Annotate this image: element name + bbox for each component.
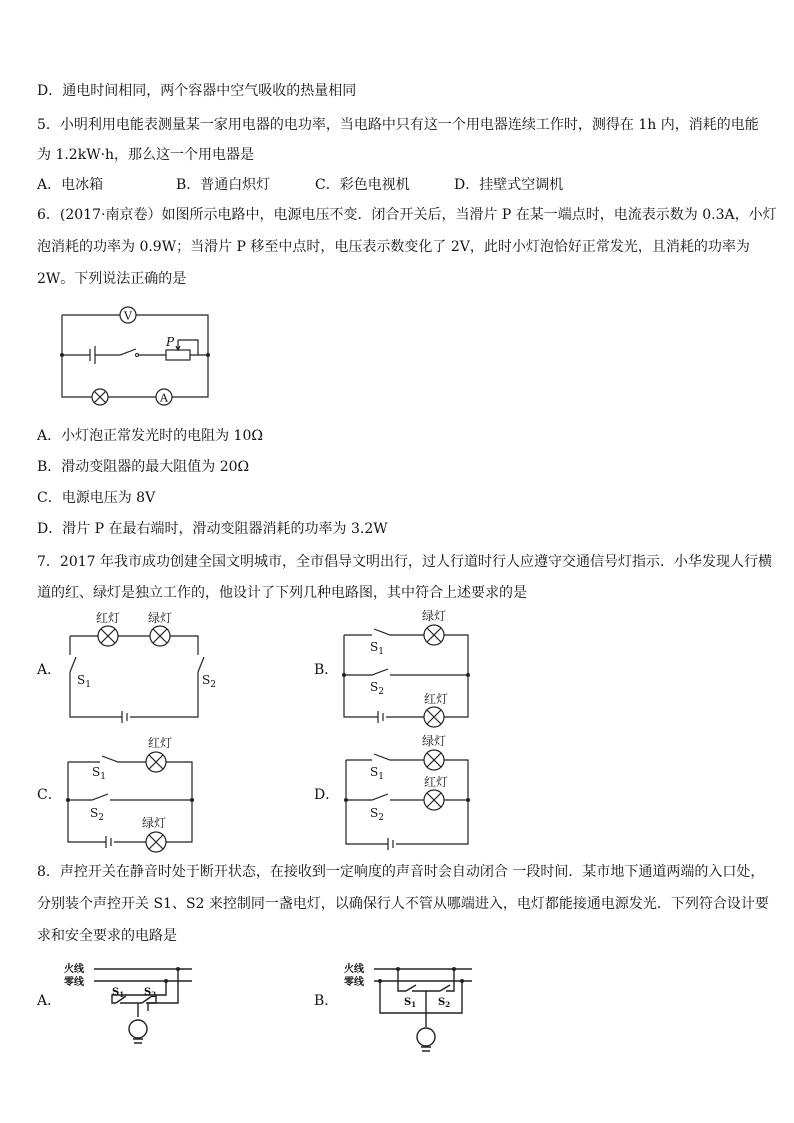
slider-label: P xyxy=(166,335,175,349)
svg-text:绿灯: 绿灯 xyxy=(148,611,173,625)
svg-text:S1: $S_1$ xyxy=(77,673,91,690)
svg-text:S1: $S_1$ xyxy=(92,765,106,782)
q8-circuit-b xyxy=(342,955,482,1055)
q6-stem-line-1: 6．(2017·南京卷）如图所示电路中，电源电压不变．闭合开关后，当滑片 P 在某一端点时，电流表示数为 0.3A，小灯 xyxy=(37,207,777,223)
q8-option-b-label: B． xyxy=(314,993,339,1009)
q8-stem-line-2: 分别装个声控开关 S1、S2 来控制同一盏电灯，以确保行人不管从哪端进入，电灯都能接通电源发光．下列符合设计要 xyxy=(37,896,769,912)
q4-option-d: D．通电时间相同，两个容器中空气吸收的热量相同 xyxy=(37,83,357,99)
q7-circuit-b xyxy=(340,605,480,730)
q8-stem-line-1: 8．声控开关在静音时处于断开状态，在接收到一定响度的声音时会自动闭合 一段时间．某市地下通道两端的入口处， xyxy=(37,864,765,880)
q5-option-a: A．电冰箱 xyxy=(37,177,104,193)
voltmeter-label: V xyxy=(124,309,132,323)
svg-text:S1: $S_1$ xyxy=(404,997,417,1009)
svg-text:绿灯: 绿灯 xyxy=(142,816,167,830)
svg-text:火线: 火线 xyxy=(64,964,84,975)
q7-option-d-label: D． xyxy=(314,787,340,803)
q8-option-a-label: A． xyxy=(37,993,62,1009)
svg-text:S2: $S_2$ xyxy=(144,987,157,999)
q8-stem-line-3: 求和安全要求的电路是 xyxy=(37,928,177,944)
svg-text:红灯: 红灯 xyxy=(96,611,121,625)
svg-text:S2: $S_2$ xyxy=(202,673,216,690)
q6-option-b: B．滑动变阻器的最大阻值为 20Ω xyxy=(37,459,250,475)
ammeter-label: A xyxy=(160,391,168,405)
q5-option-c: C．彩色电视机 xyxy=(315,177,410,193)
svg-text:S2: $S_2$ xyxy=(370,680,384,697)
svg-text:S2: $S_2$ xyxy=(90,806,104,823)
svg-text:红灯: 红灯 xyxy=(148,736,173,750)
svg-text:S1: $S_1$ xyxy=(370,640,384,657)
q5-option-b: B．普通白炽灯 xyxy=(176,177,271,193)
q5-stem-line-1: 5．小明利用电能表测量某一家用电器的电功率，当电路中只有这一个用电器连续工作时，测得在 1h 内，消耗的电能 xyxy=(37,117,759,133)
svg-text:S1: $S_1$ xyxy=(370,765,384,782)
svg-text:零线: 零线 xyxy=(344,977,364,988)
q7-circuit-c xyxy=(62,732,202,857)
svg-text:绿灯: 绿灯 xyxy=(422,609,447,623)
q6-circuit-figure xyxy=(50,300,220,415)
q6-stem-line-3: 2W。下列说法正确的是 xyxy=(37,271,187,287)
q8-circuit-a xyxy=(62,955,202,1050)
q5-option-d: D．挂壁式空调机 xyxy=(454,177,564,193)
svg-text:绿灯: 绿灯 xyxy=(422,734,447,748)
q6-option-a: A．小灯泡正常发光时的电阻为 10Ω xyxy=(37,428,263,444)
svg-text:S1: $S_1$ xyxy=(112,987,125,999)
q5-stem-line-2: 为 1.2kW·h，那么这一个用电器是 xyxy=(37,147,255,163)
svg-text:S2: $S_2$ xyxy=(370,806,384,823)
svg-text:红灯: 红灯 xyxy=(424,692,449,706)
q7-option-c-label: C． xyxy=(37,787,62,803)
svg-text:红灯: 红灯 xyxy=(424,775,449,789)
svg-text:零线: 零线 xyxy=(64,977,84,988)
svg-text:火线: 火线 xyxy=(344,964,364,975)
q6-option-c: C．电源电压为 8V xyxy=(37,490,156,506)
q7-circuit-d xyxy=(340,732,480,857)
q7-option-b-label: B． xyxy=(314,662,339,678)
q6-option-d: D．滑片 P 在最右端时，滑动变阻器消耗的功率为 3.2W xyxy=(37,521,388,537)
q7-circuit-a xyxy=(60,610,220,725)
q7-stem-line-1: 7．2017 年我市成功创建全国文明城市，全市倡导文明出行，过人行道时行人应遵守交通信号灯指示．小华发现人行横 xyxy=(37,554,772,570)
q7-option-a-label: A． xyxy=(37,662,62,678)
q6-stem-line-2: 泡消耗的功率为 0.9W；当滑片 P 移至中点时，电压表示数变化了 2V，此时小灯泡恰好正常发光，且消耗的功率为 xyxy=(37,239,750,255)
q7-stem-line-2: 道的红、绿灯是独立工作的，他设计了下列几种电路图，其中符合上述要求的是 xyxy=(37,585,527,601)
svg-text:S2: $S_2$ xyxy=(438,997,451,1009)
